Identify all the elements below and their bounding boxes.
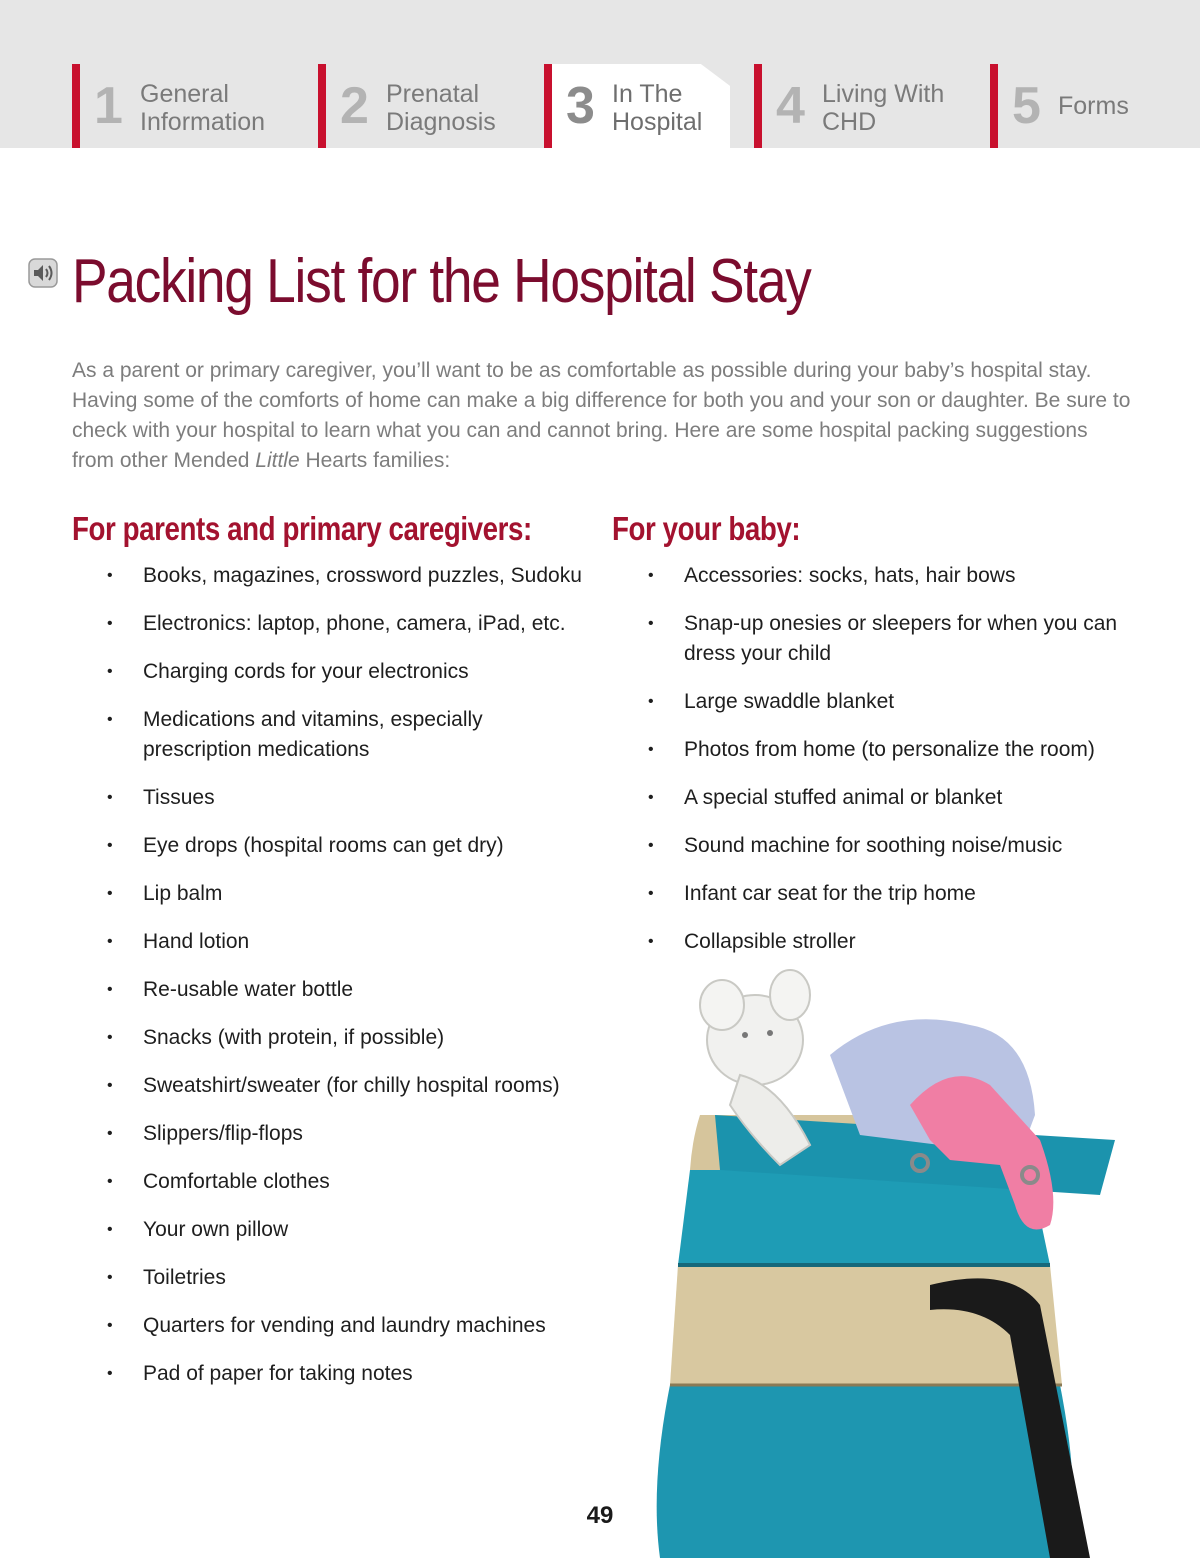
- tab-general-information[interactable]: [72, 64, 265, 148]
- list-item: • Snap-up onesies or sleepers for when you can dress your child: [648, 609, 1138, 669]
- list-item: • Accessories: socks, hats, hair bows: [648, 561, 1138, 591]
- list-item: • Tissues: [107, 783, 587, 813]
- tab-label-line1: In The: [612, 80, 683, 108]
- tab-label-line2: Information: [140, 108, 266, 136]
- parents-packing-list: [107, 561, 587, 1407]
- tab-forms[interactable]: [990, 64, 1129, 148]
- tab-number: 2: [340, 77, 369, 135]
- tab-label-line1: Prenatal: [386, 80, 480, 108]
- list-item: • Medications and vitamins, especially prescription medications: [107, 705, 587, 765]
- list-item: • Your own pillow: [107, 1215, 587, 1245]
- list-item: • Snacks (with protein, if possible): [107, 1023, 587, 1053]
- baby-packing-list: [648, 561, 1138, 975]
- tab-number: 4: [776, 77, 805, 135]
- page-number: 49: [586, 1502, 614, 1529]
- list-item: • Large swaddle blanket: [648, 687, 1138, 717]
- list-item: • Comfortable clothes: [107, 1167, 587, 1197]
- tab-accent-bar: [990, 64, 998, 148]
- list-item: • Collapsible stroller: [648, 927, 1138, 957]
- tab-label: [386, 80, 496, 136]
- tab-number: 5: [1012, 77, 1041, 135]
- tab-prenatal-diagnosis[interactable]: [318, 64, 496, 148]
- tab-label: [822, 80, 944, 136]
- list-item: • Quarters for vending and laundry machines: [107, 1311, 587, 1341]
- list-item: • Hand lotion: [107, 927, 587, 957]
- tab-label-line2: Hospital: [612, 108, 703, 136]
- intro-paragraph: [72, 356, 1132, 476]
- baby-heading: For your baby:: [612, 510, 801, 547]
- intro-text-end: Hearts families:: [299, 449, 451, 472]
- tab-accent-bar: [72, 64, 80, 148]
- list-item: • Pad of paper for taking notes: [107, 1359, 587, 1389]
- tab-living-with-chd[interactable]: [754, 64, 944, 148]
- list-item: • A special stuffed animal or blanket: [648, 783, 1138, 813]
- speaker-icon[interactable]: [28, 258, 58, 288]
- tab-accent-bar: [318, 64, 326, 148]
- parents-heading: For parents and primary caregivers:: [72, 510, 532, 547]
- list-item: • Infant car seat for the trip home: [648, 879, 1138, 909]
- list-item: • Lip balm: [107, 879, 587, 909]
- list-item: • Sweatshirt/sweater (for chilly hospital rooms): [107, 1071, 587, 1101]
- list-item: • Toiletries: [107, 1263, 587, 1293]
- tab-label-line2: CHD: [822, 108, 877, 136]
- list-item: • Electronics: laptop, phone, camera, iPad, etc.: [107, 609, 587, 639]
- tab-label-line1: Forms: [1058, 92, 1129, 120]
- list-item: • Re-usable water bottle: [107, 975, 587, 1005]
- list-item: • Charging cords for your electronics: [107, 657, 587, 687]
- list-item: • Slippers/flip-flops: [107, 1119, 587, 1149]
- tab-label-line1: Living With: [822, 80, 945, 108]
- chapter-tab-bar: [0, 0, 1200, 148]
- tab-accent-bar: [754, 64, 762, 148]
- page-title: Packing List for the Hospital Stay: [72, 247, 811, 316]
- tab-in-the-hospital[interactable]: [544, 64, 702, 148]
- tab-accent-bar: [544, 64, 552, 148]
- list-item: • Photos from home (to personalize the room): [648, 735, 1138, 765]
- tab-label: [140, 80, 265, 136]
- list-item: • Eye drops (hospital rooms can get dry): [107, 831, 587, 861]
- tab-number: 1: [94, 77, 123, 135]
- tab-label-line1: General: [140, 80, 229, 108]
- list-item: • Sound machine for soothing noise/music: [648, 831, 1138, 861]
- intro-italic-word: Little: [255, 449, 300, 472]
- tab-label-line2: Diagnosis: [386, 108, 496, 136]
- tab-label: [1058, 92, 1129, 120]
- packed-bag-illustration: [630, 965, 1140, 1558]
- tab-label: [612, 80, 702, 136]
- list-item: • Books, magazines, crossword puzzles, Sudoku: [107, 561, 587, 591]
- tab-number: 3: [566, 77, 595, 135]
- intro-text: As a parent or primary caregiver, you’ll want to be as comfortable as possible during your baby’s hospital stay. Having some of the comforts of home can make a big difference for both you and your son or daughter. Be sure to check with your hospital to learn what you can and cannot bring. Here are some hospital packing suggestions from other Mended: [72, 359, 1131, 472]
